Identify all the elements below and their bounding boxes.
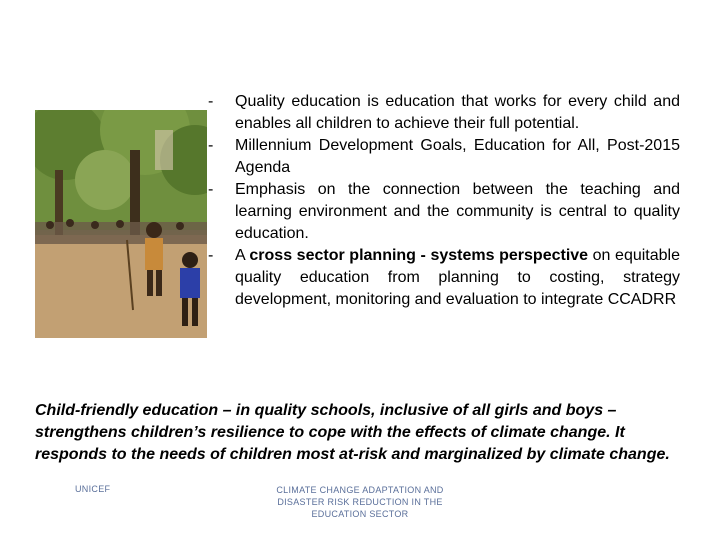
footer-title-line: EDUCATION SECTOR (311, 509, 409, 519)
bullet-dash: - (208, 247, 214, 264)
bullet-text: on equitable quality education from planning to costing, strategy development, monitoring and evaluation to integrate CCADRR (235, 247, 680, 308)
footer-title-line: DISASTER RISK REDUCTION IN THE (277, 497, 443, 507)
footer-organization: UNICEF (75, 484, 111, 494)
bullet-item (200, 245, 680, 311)
bullet-item (200, 135, 680, 179)
bullet-text: Emphasis on the connection between the teaching and learning environment and the community is central to quality education. (235, 181, 680, 242)
bullet-text: Millennium Development Goals, Education for All, Post-2015 Agenda (235, 137, 680, 176)
bullet-text: A (235, 247, 250, 264)
bullet-list (200, 91, 680, 311)
children-outdoor-photo (35, 110, 207, 338)
bullet-item (200, 179, 680, 245)
bullet-dash: - (208, 137, 214, 154)
bullet-text: Quality education is education that works for every child and enables all children to achieve their full potential. (235, 93, 680, 132)
bullet-dash: - (208, 93, 214, 110)
summary-statement: Child-friendly education – in quality schools, inclusive of all girls and boys – strengthens children’s resilience to cope with the effects of climate change. It responds to the needs of children most at-risk and marginalized by climate change. (35, 402, 670, 463)
footer-title-line: CLIMATE CHANGE ADAPTATION AND (276, 485, 444, 495)
bullet-dash: - (208, 181, 214, 198)
bullet-item (200, 91, 680, 135)
footer-title (260, 484, 460, 520)
bullet-text-bold: cross sector planning - systems perspective (249, 247, 589, 264)
